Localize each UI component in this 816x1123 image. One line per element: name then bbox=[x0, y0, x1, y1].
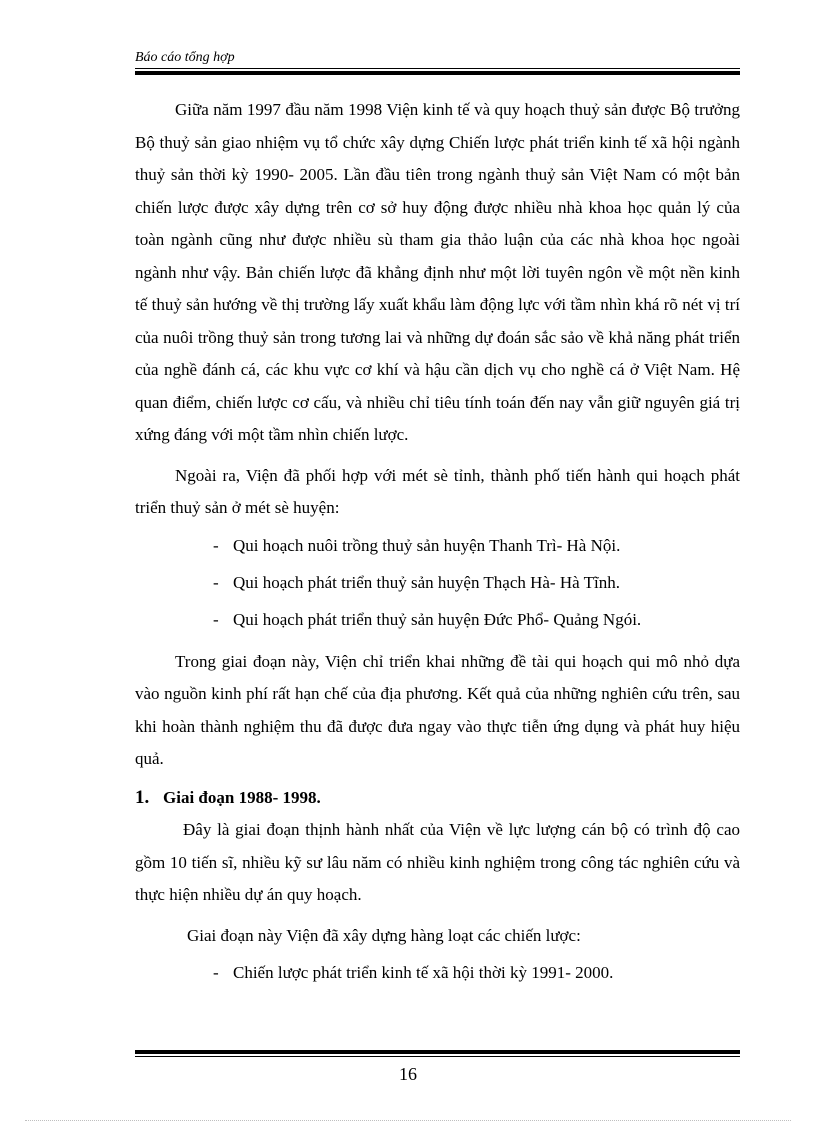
list-item bbox=[135, 954, 740, 991]
page-bottom-edge bbox=[25, 1120, 791, 1121]
header-rule-thin bbox=[135, 68, 740, 69]
strategy-list bbox=[135, 954, 740, 991]
bullet-dash: - bbox=[213, 572, 219, 592]
list-item bbox=[135, 564, 740, 601]
list-item-text: Qui hoạch phát triển thuỷ sản huyện Đức Phổ- Quảng Ngói. bbox=[233, 609, 642, 629]
header-rule-thick bbox=[135, 71, 740, 75]
list-item-text: Chiến lược phát triển kinh tế xã hội thời kỳ 1991- 2000. bbox=[233, 963, 614, 982]
bullet-dash: - bbox=[213, 609, 219, 629]
section-heading bbox=[135, 782, 740, 815]
section-title: Giai đoạn 1988- 1998. bbox=[163, 787, 321, 807]
paragraph-golden-era: Đây là giai đoạn thịnh hành nhất của Viện về lực lượng cán bộ có trình độ cao gồm 10 tiến sĩ, nhiều kỹ sư lâu năm có nhiều kinh nghiệm trong công tác nghiên cứu và thực hiện nhiều dự án quy hoạch. bbox=[135, 820, 740, 904]
paragraph-strategies-intro: Giai đoạn này Viện đã xây dựng hàng loạt các chiến lược: bbox=[187, 925, 581, 945]
list-item-text: Qui hoạch phát triển thuỷ sản huyện Thạch Hà- Hà Tĩnh. bbox=[233, 572, 620, 592]
list-item-text: Qui hoạch nuôi trồng thuỷ sản huyện Thanh Trì- Hà Nội. bbox=[233, 535, 621, 555]
paragraph-province-planning: Ngoài ra, Viện đã phối hợp với mét sè tỉnh, thành phố tiến hành qui hoạch phát triển thuỷ sản ở mét sè huyện: bbox=[135, 465, 740, 517]
list-item bbox=[135, 601, 740, 638]
section-number: 1. bbox=[135, 786, 150, 808]
header-title: Báo cáo tổng hợp bbox=[135, 50, 235, 65]
bullet-dash: - bbox=[213, 963, 219, 982]
document-body bbox=[135, 94, 740, 991]
district-planning-list bbox=[135, 527, 740, 638]
footer-rule-thin bbox=[135, 1056, 740, 1057]
list-item bbox=[135, 527, 740, 564]
paragraph-small-projects: Trong giai đoạn này, Viện chỉ triển khai những đề tài qui hoạch qui mô nhỏ dựa vào nguồn kinh phí rất hạn chế của địa phương. Kết quả của những nghiên cứu trên, sau khi hoàn thành nghiệm thu đã được đưa ngay vào thực tiễn ứng dụng và phát huy hiệu quả. bbox=[135, 651, 740, 768]
page-number: 16 bbox=[399, 1064, 417, 1084]
paragraph-strategy-1997: Giữa năm 1997 đầu năm 1998 Viện kinh tế và quy hoạch thuỷ sản được Bộ trưởng Bộ thuỷ sản giao nhiệm vụ tổ chức xây dựng Chiến lược phát triển kinh tế xã hội ngành thuỷ sản thời kỳ 1990- 2005. Lần đầu tiên trong ngành thuỷ sản Việt Nam có một bản chiến lược được xây dựng trên cơ sở huy động được nhiều nhà khoa học quản lý của toàn ngành cũng như được nhiều sù tham gia thảo luận của các nhà khoa học ngoài ngành như vậy. Bản chiến lược đã khẳng định như một lời tuyên ngôn về một nền kinh tế thuỷ sản hướng về thị trường lấy xuất khẩu làm động lực với tầm nhìn khá rõ nét vị trí của nuôi trồng thuỷ sản trong tương lai và những dự đoán sắc sảo về khả năng phát triển của nghề đánh cá, các khu vực cơ khí và hậu cần dịch vụ cho nghề cá ở Việt Nam. Hệ quan điểm, chiến lược cơ cấu, và nhiều chỉ tiêu tính toán đến nay vẫn giữ nguyên giá trị xứng đáng với một tầm nhìn chiến lược. bbox=[135, 100, 740, 444]
bullet-dash: - bbox=[213, 535, 219, 555]
footer-rule-thick bbox=[135, 1050, 740, 1054]
